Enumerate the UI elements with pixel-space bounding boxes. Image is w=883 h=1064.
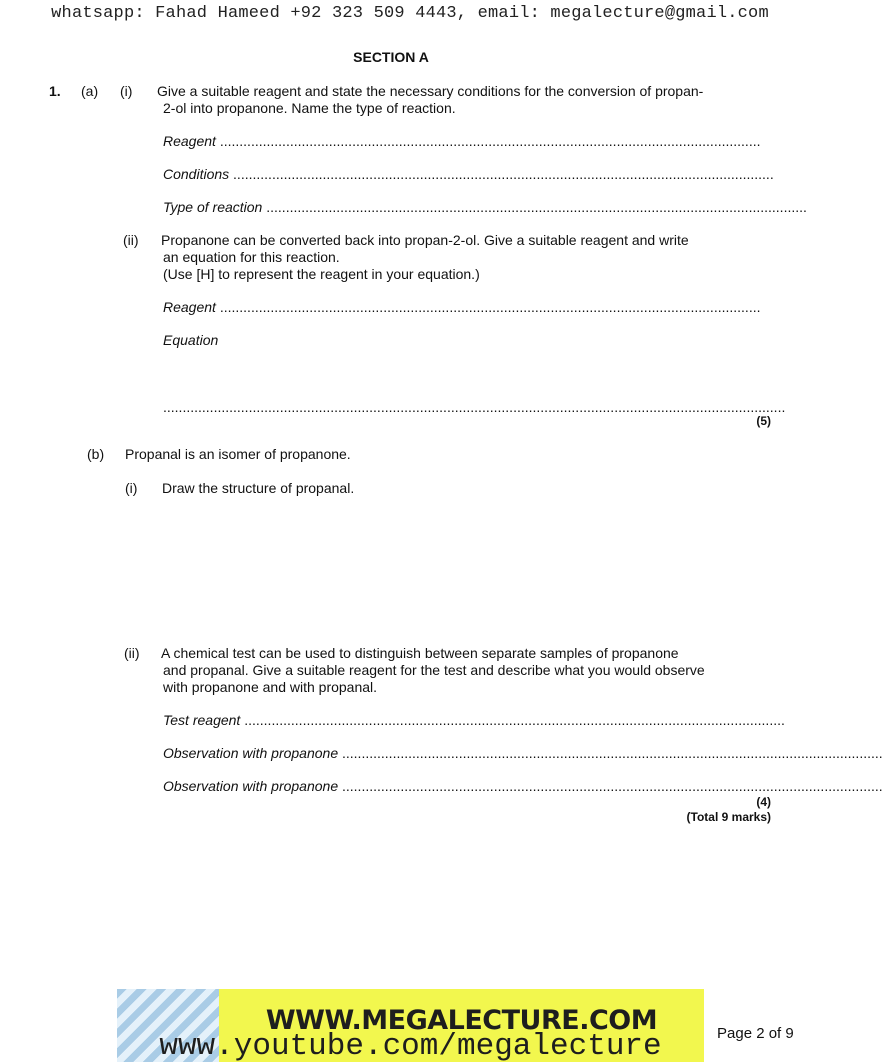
part-b-ii-label: (ii) [124, 645, 140, 661]
part-a-ii-line2: an equation for this reaction. [163, 249, 340, 265]
marks-part-a: (5) [756, 414, 771, 428]
part-b-ii-line3: with propanone and with propanal. [163, 679, 378, 695]
part-a-i-label: (i) [120, 83, 133, 99]
question-number: 1. [49, 83, 61, 99]
test-reagent-answer-line: Test reagent ........................................................................................................................................... [163, 712, 785, 728]
banner-website: WWW.MEGALECTURE.COM [265, 1005, 658, 1036]
conditions-answer-line: Conditions ........................................................................................................................................... [163, 166, 774, 182]
part-b-ii-line1: A chemical test can be used to distinguish between separate samples of propanone [161, 645, 679, 661]
reagent-2-label: Reagent [163, 299, 216, 315]
reagent-answer-line: Reagent ........................................................................................................................................... [163, 133, 761, 149]
page-number: Page 2 of 9 [717, 1025, 794, 1042]
part-a-i-line2: 2-ol into propanone. Name the type of reaction. [163, 100, 456, 116]
part-b-label: (b) [87, 446, 105, 462]
contact-header: whatsapp: Fahad Hameed +92 323 509 4443, email: megalecture@gmail.com [51, 4, 769, 23]
part-a-ii-line3: (Use [H] to represent the reagent in your equation.) [163, 266, 480, 282]
part-b-ii-line2: and propanal. Give a suitable reagent for the test and describe what you would observe [163, 662, 705, 678]
observation-2-answer-line: Observation with propanone ........................................................................................................................................... [163, 778, 883, 794]
observation-1-label: Observation with propanone [163, 745, 339, 761]
total-marks: (Total 9 marks) [686, 810, 771, 824]
reaction-type-label: Type of reaction [163, 199, 263, 215]
observation-2-label: Observation with propanone [163, 778, 339, 794]
equation-answer-line: ................................................................................................................................................................ [163, 399, 786, 415]
part-b-i-text: Draw the structure of propanal. [162, 480, 355, 496]
reagent-label: Reagent [163, 133, 216, 149]
equation-label: Equation [163, 332, 219, 348]
part-a-label: (a) [81, 83, 99, 99]
conditions-label: Conditions [163, 166, 230, 182]
part-a-ii-label: (ii) [123, 232, 139, 248]
reaction-type-answer-line: Type of reaction ........................................................................................................................................... [163, 199, 807, 215]
part-a-ii-line1: Propanone can be converted back into propan-2-ol. Give a suitable reagent and write [161, 232, 689, 248]
marks-part-b: (4) [756, 795, 771, 809]
test-reagent-label: Test reagent [163, 712, 241, 728]
reagent-2-answer-line: Reagent ........................................................................................................................................... [163, 299, 761, 315]
section-title: SECTION A [353, 49, 429, 65]
part-a-i-line1: Give a suitable reagent and state the necessary conditions for the conversion of propan- [157, 83, 704, 99]
part-b-intro: Propanal is an isomer of propanone. [125, 446, 351, 462]
part-b-i-label: (i) [125, 480, 138, 496]
banner-youtube-link: www.youtube.com/megalecture [159, 1029, 662, 1064]
observation-1-answer-line: Observation with propanone ........................................................................................................................................... [163, 745, 883, 761]
footer-banner [117, 989, 704, 1062]
